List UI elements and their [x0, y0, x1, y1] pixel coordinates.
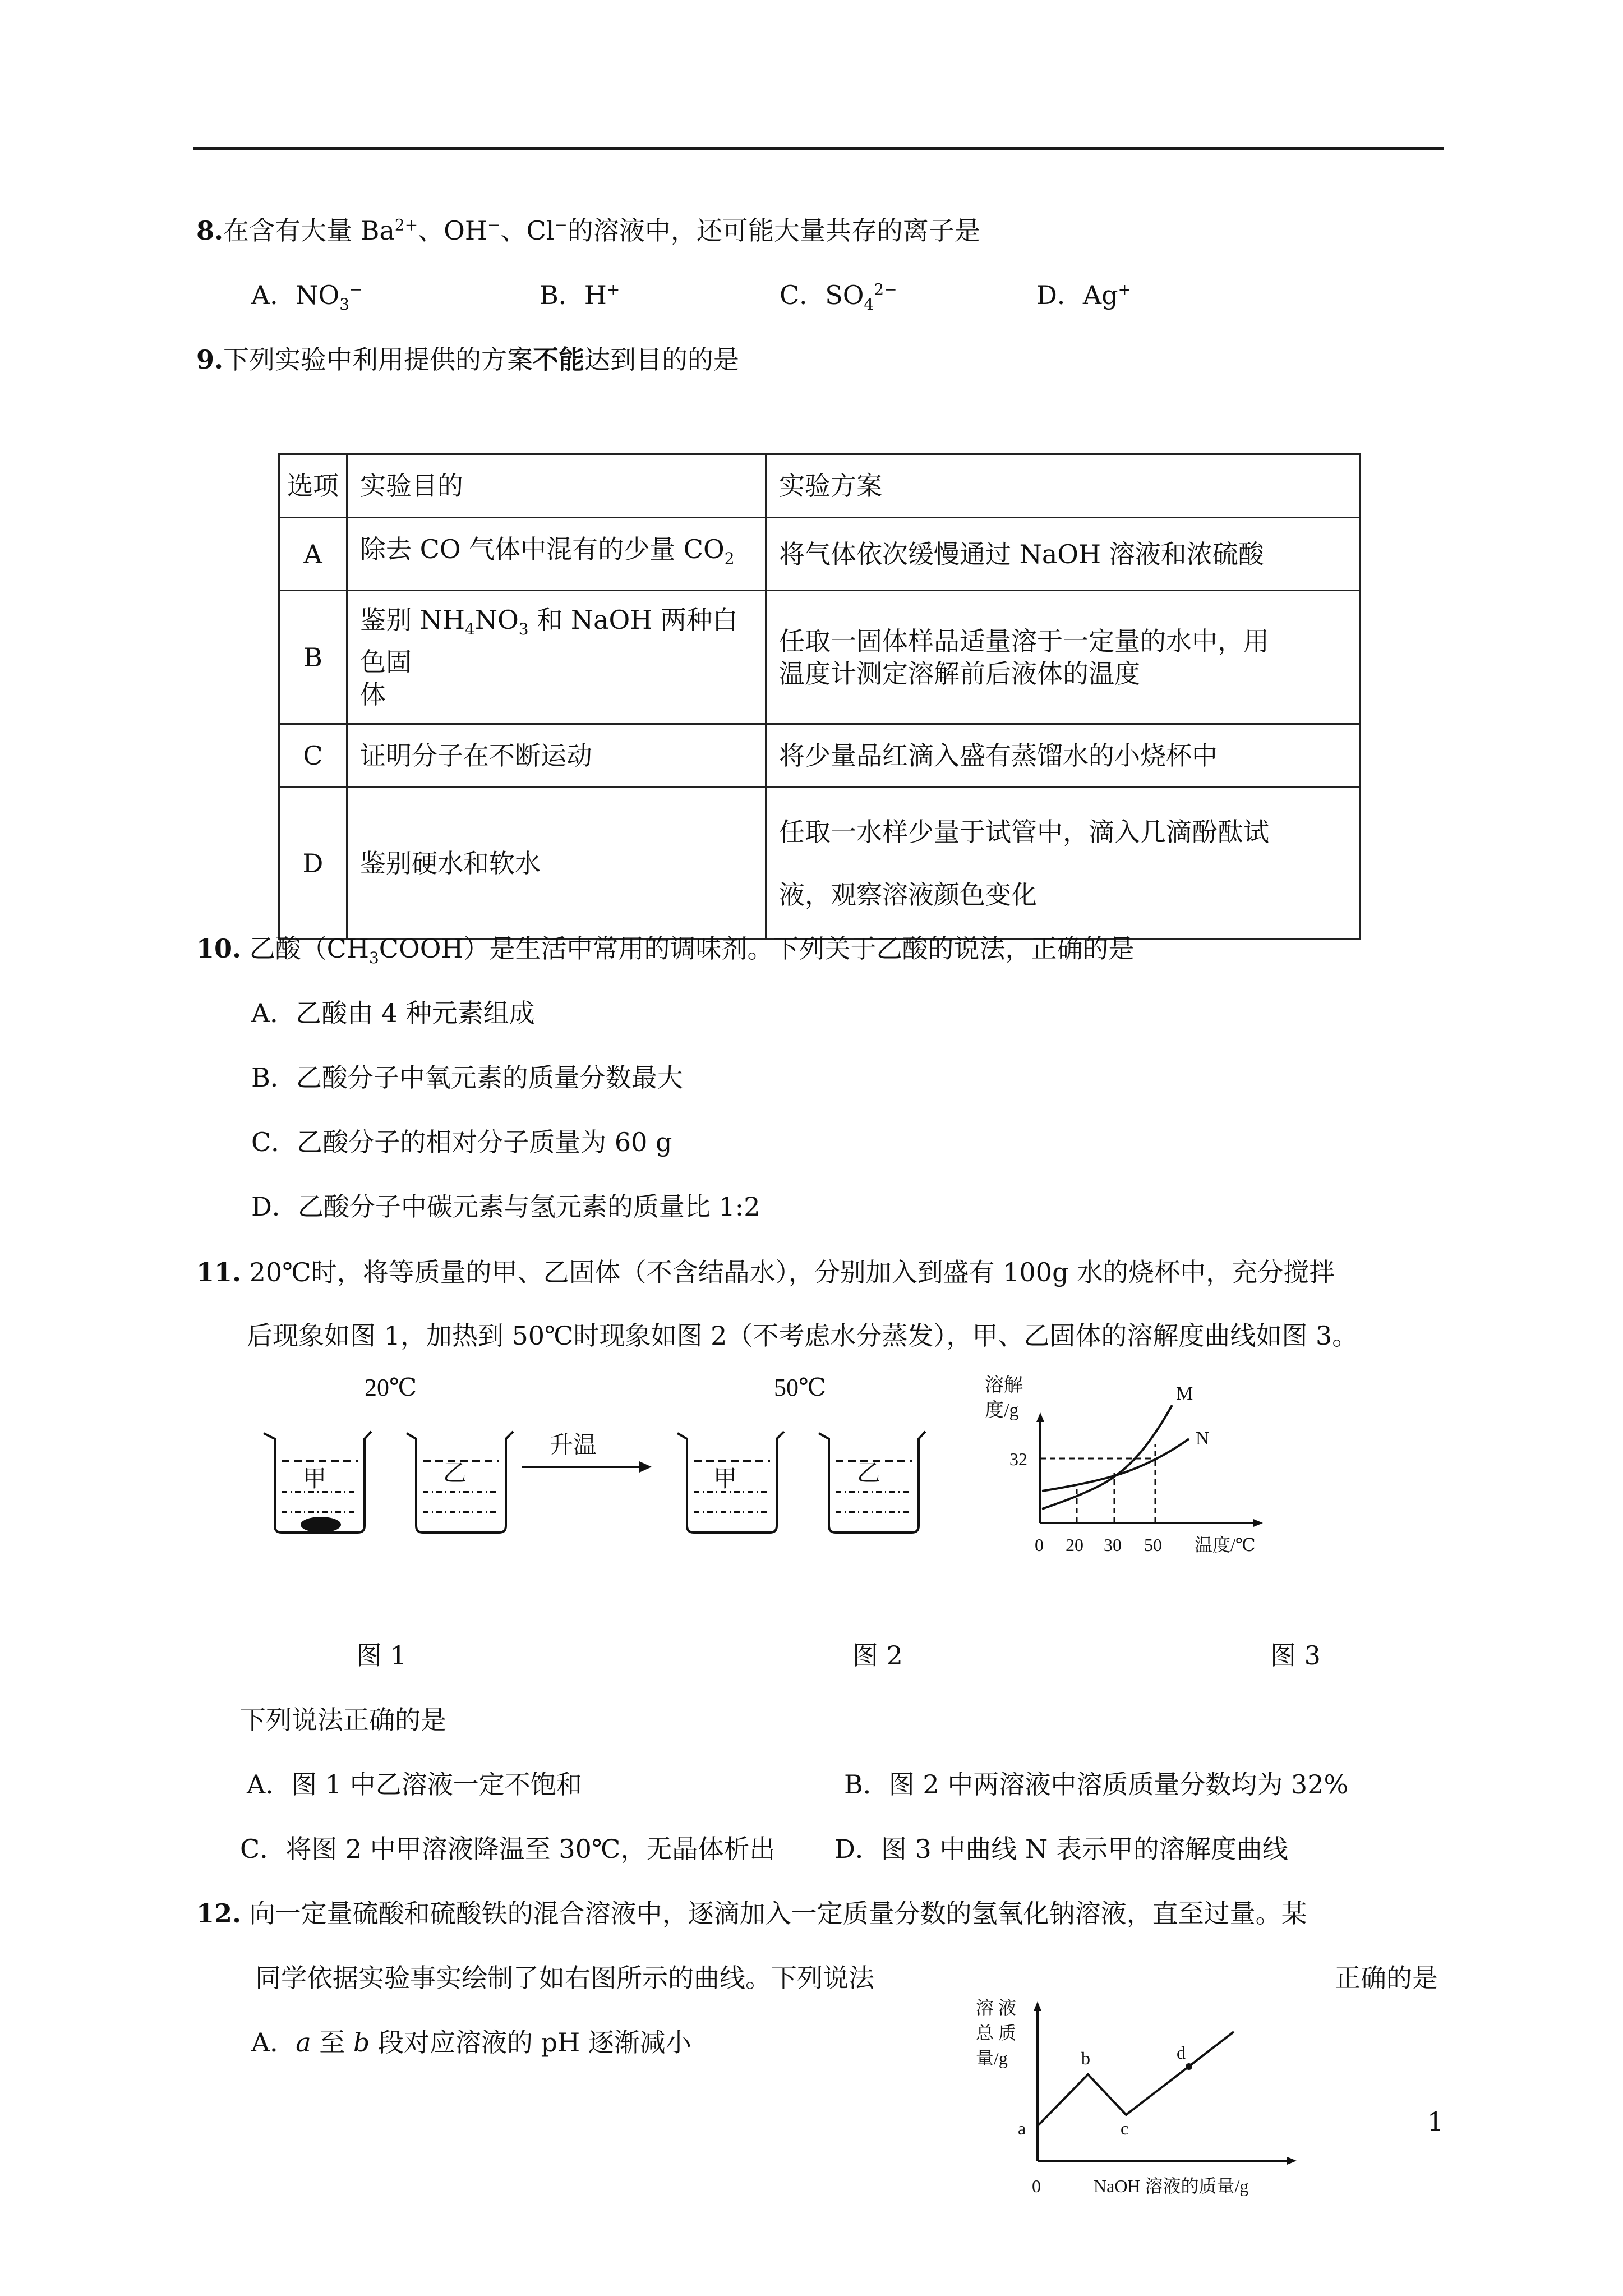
q11-stem-line1: 11. 20℃时，将等质量的甲、乙固体（不含结晶水），分别加入到盛有 100g 水的烧杯中，充分搅拌: [196, 1257, 1335, 1287]
header-plan: 实验方案: [766, 454, 1360, 518]
point-d: [1186, 2063, 1192, 2070]
q10-stem: 10. 乙酸$(CH_3COOH)$是生活中常用的调味剂。下列关于乙酸的说法，正确的是: [196, 933, 1135, 968]
x-axis-arrow-icon: [1287, 2157, 1297, 2165]
q10-option-a: A．乙酸由 4 种元素组成: [251, 998, 535, 1028]
q11-option-b: B．图 2 中两溶液中溶质质量分数均为 32%: [844, 1769, 1349, 1800]
page-number: 1: [1427, 2106, 1444, 2137]
q11-solubility-graph: [976, 1369, 1290, 1571]
q8-option-a: A．$NO_3^-$: [251, 280, 363, 314]
q12-option-a: A．a 至 b 段对应溶液的 pH 逐渐减小: [251, 2027, 691, 2058]
q11-number: 11.: [196, 1257, 242, 1287]
graph-x-tick-0: 0: [1032, 2176, 1041, 2196]
header-goal: 实验目的: [347, 454, 766, 518]
q11-beaker-figures: [252, 1369, 953, 1548]
q9-stem: 9.下列实验中利用提供的方案不能达到目的的是: [196, 344, 740, 375]
beaker-1-label: 甲: [303, 1466, 327, 1492]
graph-label-c: c: [1121, 2118, 1129, 2138]
curve-n: [1042, 1439, 1189, 1491]
q10-number: 10.: [196, 933, 242, 964]
y-axis-arrow-icon: [1034, 2001, 1041, 2011]
q9-table: [278, 453, 1361, 940]
precipitate: [301, 1517, 341, 1533]
q11-option-a: A．图 1 中乙溶液一定不饱和: [247, 1769, 582, 1800]
graph-ylabel-line1: 溶 液: [976, 1998, 1017, 2018]
graph-x-tick-50: 50: [1144, 1535, 1162, 1555]
table-header-row: [279, 454, 1360, 518]
q12-stem-line2b: 正确的是: [1335, 1963, 1438, 1993]
q10-option-c: C．乙酸分子的相对分子质量为 60 g: [251, 1127, 672, 1157]
graph-y-tick-32: 32: [1009, 1449, 1027, 1469]
graph-label-b: b: [1081, 2048, 1090, 2068]
q12-mass-graph: [970, 1991, 1307, 2205]
figure-2-caption: 图 2: [852, 1640, 903, 1671]
arrow-head-icon: [639, 1461, 652, 1473]
q11-stem-line2: 后现象如图 1，加热到 50℃时现象如图 2（不考虑水分蒸发），甲、乙固体的溶解度曲线如图 3。: [247, 1320, 1358, 1351]
table-row: D 鉴别硬水和软水 任取一水样少量于试管中，滴入几滴酚酞试 液，观察溶液颜色变化: [279, 788, 1360, 940]
graph-x-tick-30: 30: [1104, 1535, 1122, 1555]
y-axis-arrow-icon: [1036, 1412, 1044, 1422]
table-row: A 除去 CO 气体中混有的少量 $CO_2$ 将气体依次缓慢通过 NaOH 溶液和浓硫酸: [279, 518, 1360, 591]
table-row: C 证明分子在不断运动 将少量品红滴入盛有蒸馏水的小烧杯中: [279, 724, 1360, 788]
graph-x-tick-20: 20: [1066, 1535, 1083, 1555]
graph-xlabel: NaOH 溶液的质量/g: [1094, 2176, 1249, 2196]
graph-label-a: a: [1018, 2118, 1026, 2138]
q8-number: 8.: [196, 215, 224, 246]
graph-ylabel-line1: 溶解: [985, 1375, 1023, 1396]
q12-stem-line1: 12. 向一定量硫酸和硫酸铁的混合溶液中，逐滴加入一定质量分数的氢氧化钠溶液，直至过量。某: [196, 1898, 1307, 1929]
q9-number: 9.: [196, 344, 224, 375]
q12-number: 12.: [196, 1898, 242, 1929]
graph-xlabel: 温度/℃: [1195, 1535, 1256, 1555]
q8-option-d: D．Ag+: [1036, 280, 1132, 310]
graph-ylabel-line2: 总 质: [976, 2023, 1017, 2043]
figure-3-caption: 图 3: [1270, 1640, 1321, 1671]
q12-stem-line2a: 同学依据实验事实绘制了如右图所示的曲线。下列说法: [255, 1963, 874, 1993]
q8-option-c: C．$SO_4^{2-}$: [780, 280, 897, 314]
graph-ylabel-line3: 量/g: [976, 2048, 1008, 2068]
graph-ylabel-line2: 度/g: [985, 1400, 1019, 1421]
beaker-3-label: 甲: [713, 1466, 737, 1492]
mass-curve: [1038, 2032, 1234, 2126]
table-row: B 鉴别 $NH_4NO_3$ 和 NaOH 两种白色固 体 任取一固体样品适量溶于一定量的水中，用 温度计测定溶解前后液体的温度: [279, 591, 1360, 724]
q11-option-c: C．将图 2 中甲溶液降温至 30℃，无晶体析出: [240, 1834, 776, 1864]
q8-stem: 8.在含有大量 $Ba^{2+}$、OH−、Cl−的溶液中，还可能大量共存的离子是: [196, 215, 980, 246]
graph-x-tick-0: 0: [1035, 1535, 1044, 1555]
graph-label-d: d: [1177, 2042, 1186, 2063]
q8-option-b: B．H+: [540, 280, 620, 310]
temp-label-50: 50℃: [774, 1374, 827, 1401]
q10-option-d: D．乙酸分子中碳元素与氢元素的质量比 1:2: [251, 1191, 760, 1222]
q10-option-b: B．乙酸分子中氧元素的质量分数最大: [251, 1062, 683, 1093]
figure-1-caption: 图 1: [356, 1640, 407, 1671]
header-option: 选项: [279, 454, 347, 518]
graph-label-n: N: [1196, 1428, 1210, 1449]
beaker-2-label: 乙: [443, 1461, 467, 1487]
arrow-label: 升温: [550, 1433, 597, 1458]
q11-prompt: 下列说法正确的是: [240, 1705, 446, 1735]
x-axis-arrow-icon: [1253, 1519, 1263, 1527]
curve-m: [1042, 1405, 1172, 1509]
beaker-4-label: 乙: [857, 1461, 881, 1487]
graph-label-m: M: [1176, 1383, 1193, 1404]
q11-option-d: D．图 3 中曲线 N 表示甲的溶解度曲线: [834, 1834, 1288, 1864]
temp-label-20: 20℃: [365, 1374, 417, 1401]
header-rule: [193, 147, 1444, 150]
